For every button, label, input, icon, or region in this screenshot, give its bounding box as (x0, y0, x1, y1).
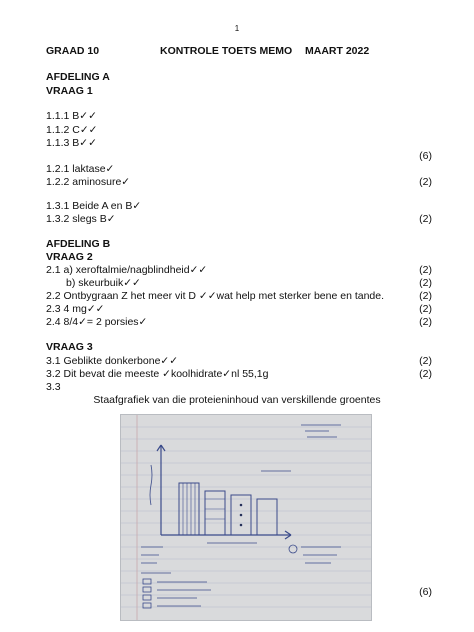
page-number: 1 (234, 24, 240, 33)
marks-2-4: (2) (419, 316, 432, 328)
marks-3-2: (2) (419, 368, 432, 380)
answer-2-4: 2.4 8/4✓= 2 porsies✓ (46, 316, 148, 328)
answer-1-3-2: 1.3.2 slegs B✓ (46, 213, 116, 225)
answer-1-2-2: 1.2.2 aminosure✓ (46, 176, 131, 188)
chart-caption: Staafgrafiek van die proteieninhoud van verskillende groentes (93, 394, 381, 406)
notebook-paper-image (121, 415, 371, 620)
answer-2-2: 2.2 Ontbygraan Z het meer vit D ✓✓wat help met sterker bene en tande. (46, 290, 385, 302)
marks-2-1-a: (2) (419, 264, 432, 276)
document-title: KONTROLE TOETS MEMO (160, 45, 293, 57)
answer-3-2: 3.2 Dit bevat die meeste ✓koolhidrate✓nl 55,1g (46, 368, 269, 380)
answer-2-3: 2.3 4 mg✓✓ (46, 303, 105, 315)
question-2-title: VRAAG 2 (46, 251, 93, 263)
marks-1-3: (2) (419, 213, 432, 225)
marks-3-1: (2) (419, 355, 432, 367)
grade-label: GRAAD 10 (46, 45, 100, 57)
marks-1-2: (2) (419, 176, 432, 188)
document-date: MAART 2022 (305, 45, 370, 57)
answer-1-1-3: 1.1.3 B✓✓ (46, 137, 97, 149)
marks-3-3: (6) (419, 586, 432, 598)
answer-2-1-a: 2.1 a) xeroftalmie/nagblindheid✓✓ (46, 264, 208, 276)
marks-2-1-b: (2) (419, 277, 432, 289)
section-a-title: AFDELING A (46, 71, 110, 83)
section-b-title: AFDELING B (46, 238, 111, 250)
answer-1-2-1: 1.2.1 laktase✓ (46, 163, 115, 175)
marks-2-3: (2) (419, 303, 432, 315)
answer-2-1-b: b) skeurbuik✓✓ (66, 277, 141, 289)
answer-1-1-1: 1.1.1 B✓✓ (46, 110, 97, 122)
hand-drawn-bar-graph-photo (120, 414, 372, 621)
answer-1-3-1: 1.3.1 Beide A en B✓ (46, 200, 142, 212)
question-1-title: VRAAG 1 (46, 85, 93, 97)
answer-1-1-2: 1.1.2 C✓✓ (46, 124, 98, 136)
marks-2-2: (2) (419, 290, 432, 302)
question-3-title: VRAAG 3 (46, 341, 93, 353)
answer-3-3-label: 3.3 (46, 381, 61, 393)
answer-3-1: 3.1 Geblikte donkerbone✓✓ (46, 355, 179, 367)
marks-1-1: (6) (419, 150, 432, 162)
